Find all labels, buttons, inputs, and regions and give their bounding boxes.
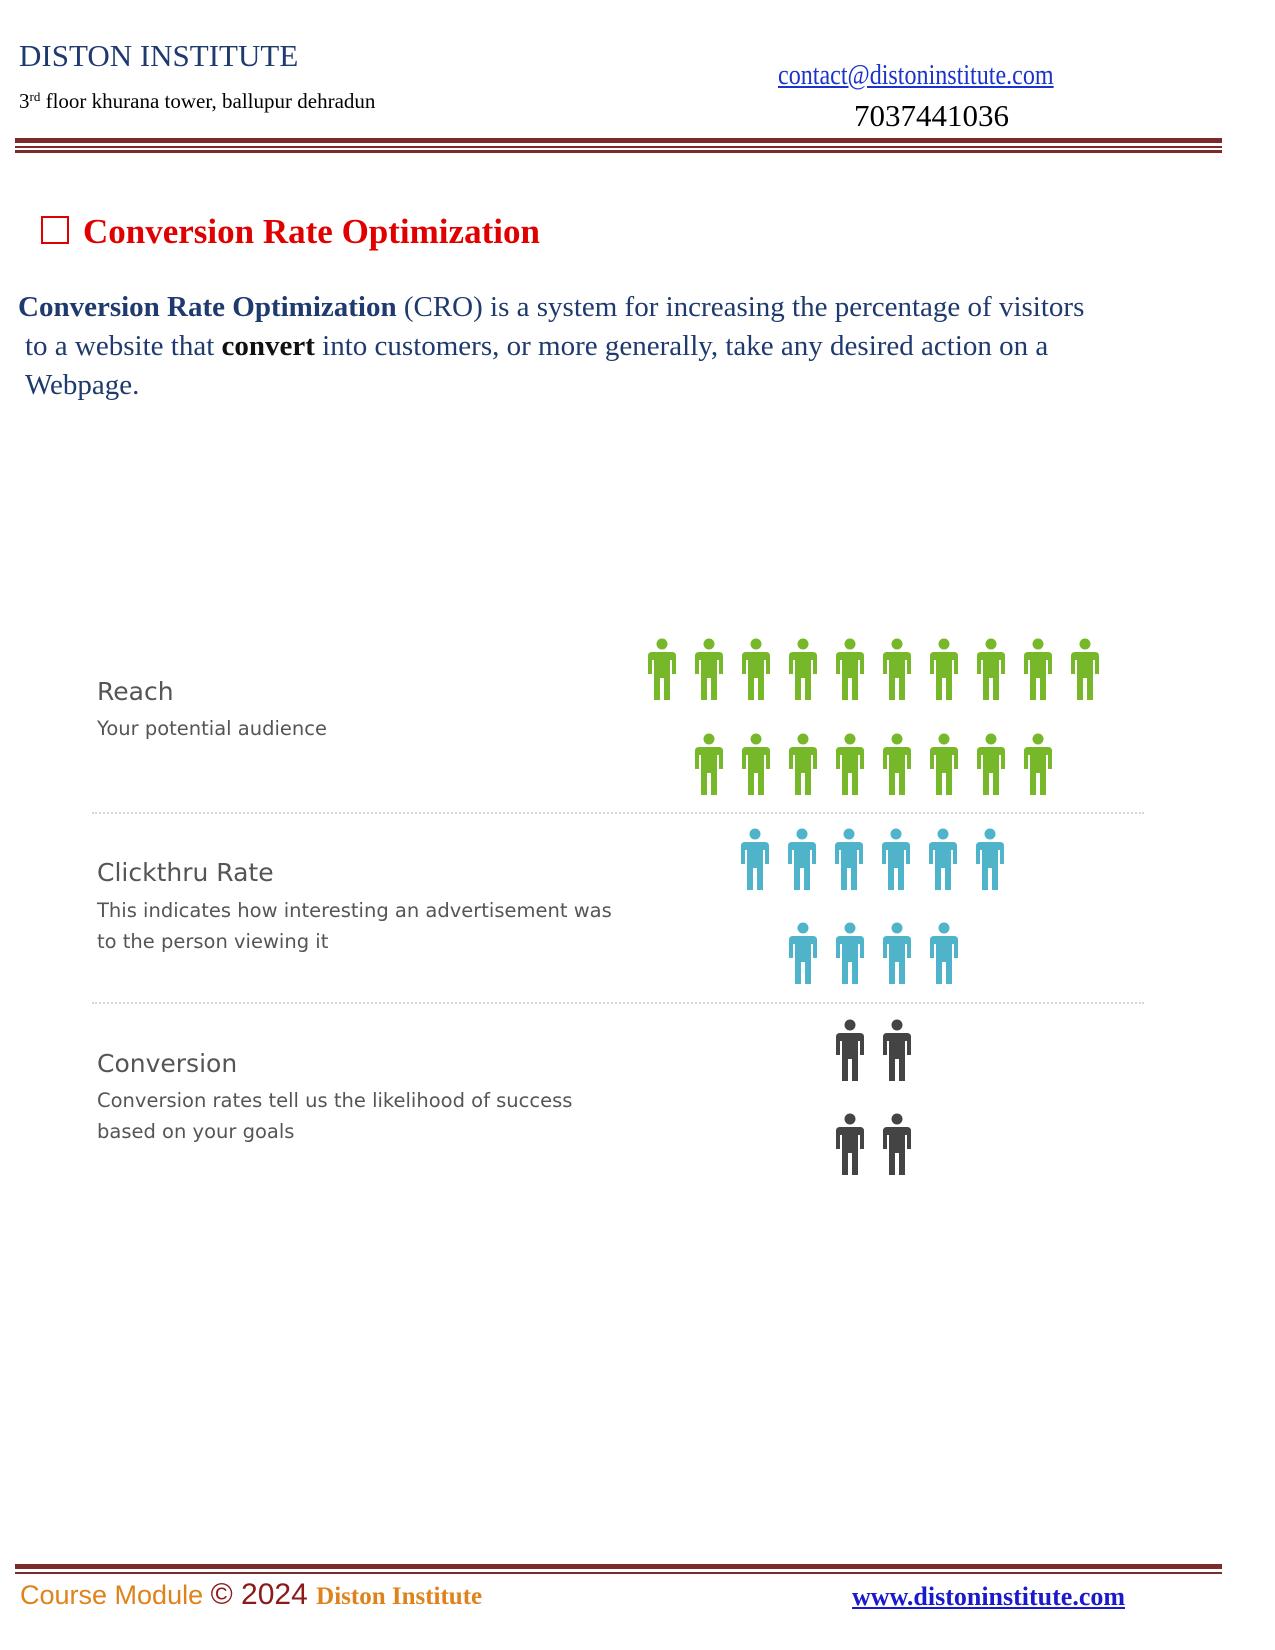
person-icon [1021,638,1055,702]
stage-desc-reach: Your potential audience [97,717,327,740]
person-icon [786,638,820,702]
person-icon [738,828,772,892]
person-icon [833,922,867,986]
header-rule-thin [15,146,1222,148]
footer-course-module: Course Module © 2024 Diston Institute [20,1578,483,1611]
person-icon [1021,733,1055,797]
stage-desc-conversion: Conversion rates tell us the likelihood of success based on your goals [97,1089,573,1143]
person-icon [879,828,913,892]
address: 3rd floor khurana tower, ballupur dehradun [19,89,376,113]
person-icon [974,638,1008,702]
person-icon [927,733,961,797]
footer-rule [15,1564,1222,1569]
intro-term: Conversion Rate Optimization [18,291,397,323]
person-icon [692,638,726,702]
person-icon [833,1113,867,1177]
person-icon [786,733,820,797]
stage-desc-clickthru: This indicates how interesting an advertisement was to the person viewing it [97,899,612,953]
section-title: Conversion Rate Optimization [41,212,540,252]
stage-divider [92,1002,1144,1004]
header-rule [15,138,1222,143]
person-icon [692,733,726,797]
person-icon [927,638,961,702]
person-icon [833,1019,867,1083]
person-icon [832,828,866,892]
intro-paragraph: Conversion Rate Optimization (CRO) is a system for increasing the percentage of visitors to a website that convert into customers, or more generally, take any desired action on a Webpage. [18,291,1085,401]
person-icon [833,733,867,797]
person-icon [739,733,773,797]
stage-divider [92,812,1144,814]
person-icon [880,1019,914,1083]
person-icon [785,828,819,892]
person-icon [739,638,773,702]
email-link[interactable]: contact@distoninstitute.com [778,60,1054,91]
person-icon [926,828,960,892]
person-icon [786,922,820,986]
person-icon [1068,638,1102,702]
person-icon [880,638,914,702]
person-icon [645,638,679,702]
stage-title-reach: Reach [97,677,174,706]
person-icon [880,922,914,986]
person-icon [880,1113,914,1177]
org-name: DISTON INSTITUTE [19,38,299,73]
stage-title-clickthru: Clickthru Rate [97,858,274,887]
person-icon [880,733,914,797]
person-icon [833,638,867,702]
checkbox-bullet-icon [41,216,69,244]
person-icon [927,922,961,986]
footer-website-link[interactable]: www.distoninstitute.com [852,1582,1126,1611]
person-icon [974,733,1008,797]
footer-rule-thin [15,1572,1222,1574]
phone-number: 7037441036 [854,98,1009,133]
intro-keyword: convert [221,330,315,362]
header-rule-bottom [15,150,1222,153]
person-icon [973,828,1007,892]
stage-title-conversion: Conversion [97,1049,238,1078]
